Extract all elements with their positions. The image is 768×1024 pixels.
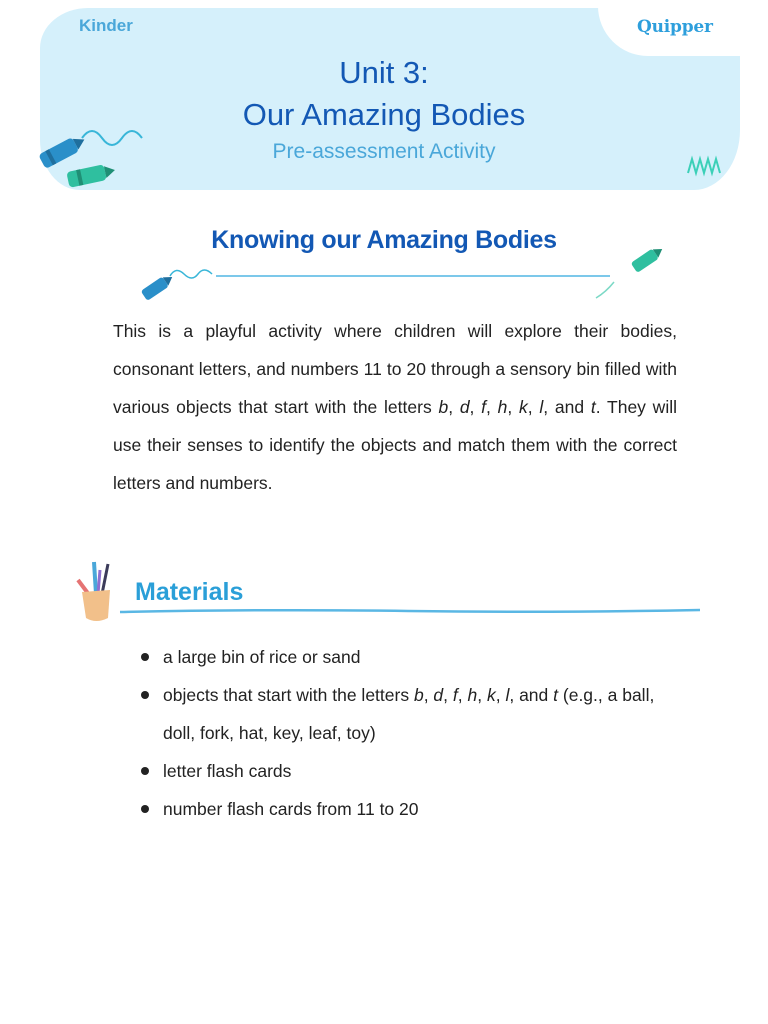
squiggle-icon xyxy=(82,131,142,145)
unit-title-line2: Our Amazing Bodies xyxy=(242,97,526,132)
materials-underline xyxy=(118,606,702,616)
section-heading-materials: Materials xyxy=(135,578,244,606)
intro-paragraph: This is a playful activity where children will explore their bodies, consonant letters, and numbers 11 to 20 through a sensory bin filled with various objects that start with the letters b, d, f, h, k, l, and t. They will use their senses to identify the objects and match them with the correct letters and numbers. xyxy=(113,321,677,493)
materials-list xyxy=(140,638,680,828)
crayon-icon xyxy=(141,272,176,301)
pencil-cup-icon xyxy=(74,558,118,626)
brand-logo: Quipper xyxy=(637,17,713,37)
squiggle-icon xyxy=(170,270,212,278)
section-heading-knowing: Knowing our Amazing Bodies xyxy=(211,226,557,254)
grade-label: Kinder xyxy=(79,16,133,35)
squiggle-icon xyxy=(686,155,726,179)
page-subtitle: Pre-assessment Activity xyxy=(272,140,496,163)
crayon-icon xyxy=(36,122,156,192)
list-item: letter flash cards xyxy=(140,752,680,790)
heading-underline xyxy=(140,246,670,306)
list-item: number flash cards from 11 to 20 xyxy=(140,790,680,828)
list-item: objects that start with the letters b, d, f, h, k, l, and t (e.g., a ball, doll, fork, hat, key, leaf, toy) xyxy=(140,676,680,752)
unit-title-line1: Unit 3: xyxy=(339,55,429,90)
list-item: a large bin of rice or sand xyxy=(140,638,680,676)
crayon-icon xyxy=(631,244,666,273)
